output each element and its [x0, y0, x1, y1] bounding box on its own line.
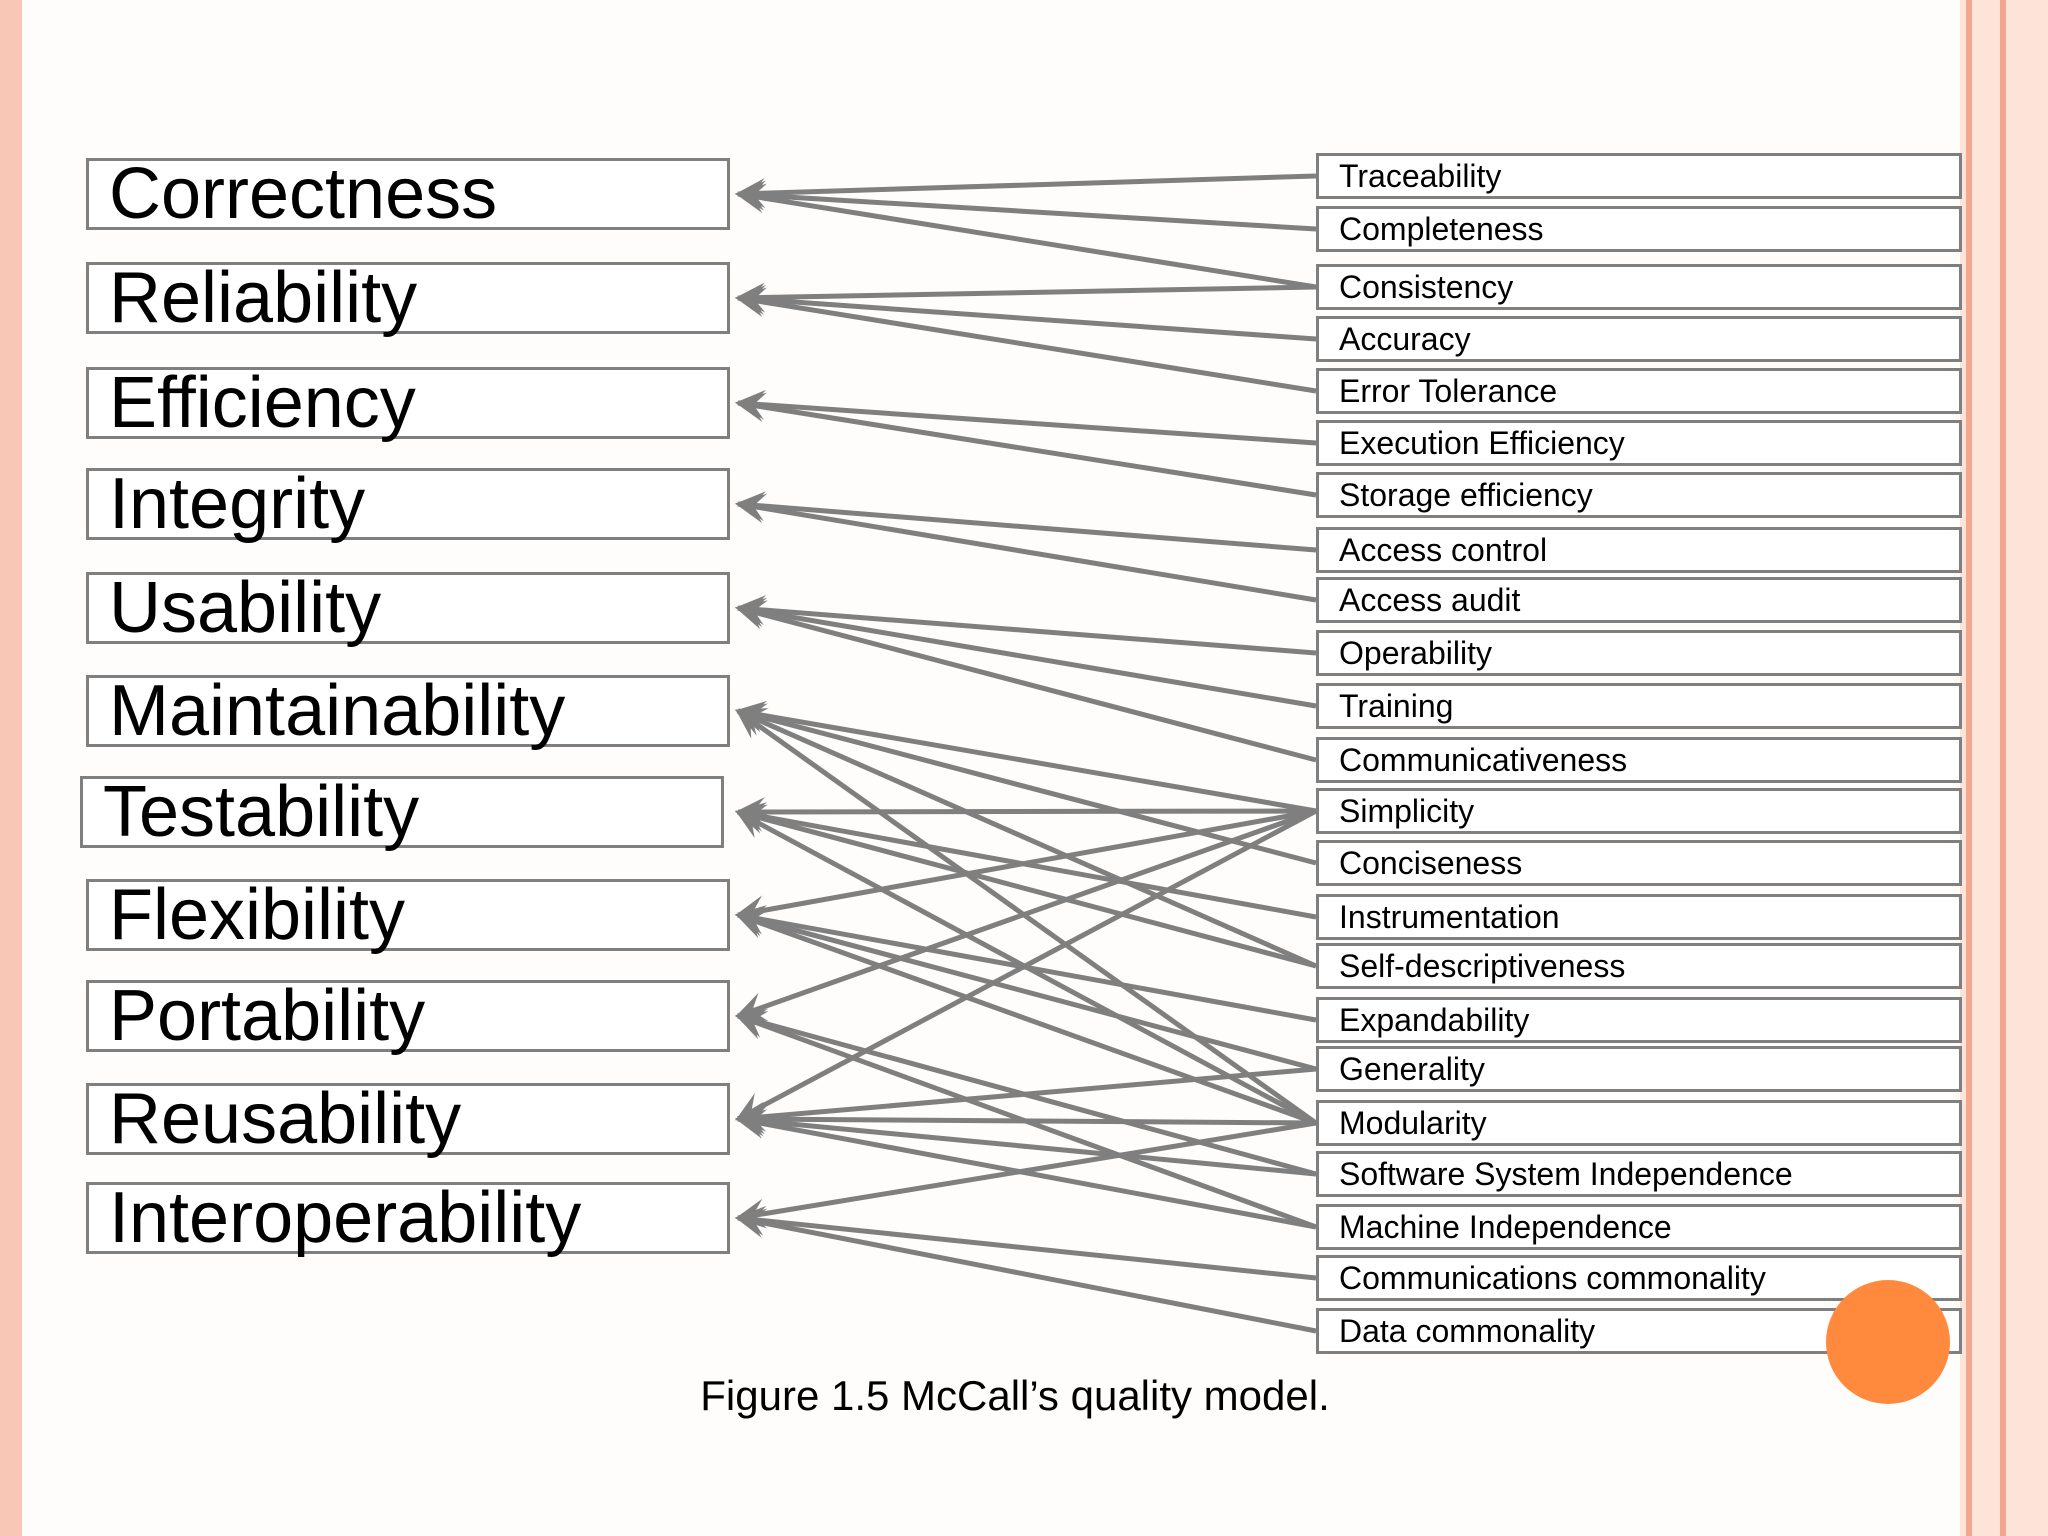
- criterion-box-error-tolerance: Error Tolerance: [1316, 368, 1962, 414]
- link-access-audit-to-integrity: [738, 504, 1316, 600]
- link-completeness-to-correctness: [738, 194, 1316, 229]
- link-consistency-to-correctness: [738, 194, 1316, 287]
- factor-box-usability: Usability: [86, 572, 730, 644]
- factor-box-integrity: Integrity: [86, 468, 730, 540]
- criterion-box-conciseness: Conciseness: [1316, 840, 1962, 886]
- factor-box-portability: Portability: [86, 980, 730, 1052]
- criterion-box-simplicity: Simplicity: [1316, 788, 1962, 834]
- factor-box-maintainability: Maintainability: [86, 675, 730, 747]
- factor-box-reusability: Reusability: [86, 1083, 730, 1155]
- criterion-box-modularity: Modularity: [1316, 1100, 1962, 1146]
- factor-box-correctness: Correctness: [86, 158, 730, 230]
- decorative-orange-dot: [1826, 1280, 1950, 1404]
- criterion-box-data-commonality: Data commonality: [1316, 1308, 1962, 1354]
- link-simplicity-to-testability: [738, 811, 1316, 812]
- criterion-box-software-system-independence: Software System Independence: [1316, 1151, 1962, 1197]
- link-execution-efficiency-to-efficiency: [738, 403, 1316, 443]
- criterion-box-access-audit: Access audit: [1316, 577, 1962, 623]
- link-simplicity-to-portability: [738, 811, 1316, 1016]
- factor-box-reliability: Reliability: [86, 262, 730, 334]
- criterion-box-self-descriptiveness: Self-descriptiveness: [1316, 943, 1962, 989]
- factor-box-testability: Testability: [80, 776, 724, 848]
- link-communications-commonality-to-interoperability: [738, 1218, 1316, 1278]
- link-consistency-to-reliability: [738, 287, 1316, 298]
- criterion-box-training: Training: [1316, 683, 1962, 729]
- criterion-box-machine-independence: Machine Independence: [1316, 1204, 1962, 1250]
- link-error-tolerance-to-reliability: [738, 298, 1316, 391]
- link-simplicity-to-maintainability: [738, 711, 1316, 811]
- criterion-box-communicativeness: Communicativeness: [1316, 737, 1962, 783]
- criterion-box-instrumentation: Instrumentation: [1316, 894, 1962, 940]
- link-data-commonality-to-interoperability: [738, 1218, 1316, 1331]
- criterion-box-consistency: Consistency: [1316, 264, 1962, 310]
- factor-box-flexibility: Flexibility: [86, 879, 730, 951]
- criterion-box-communications-commonality: Communications commonality: [1316, 1255, 1962, 1301]
- criterion-box-operability: Operability: [1316, 630, 1962, 676]
- criterion-box-completeness: Completeness: [1316, 206, 1962, 252]
- link-modularity-to-reusability: [738, 1119, 1316, 1123]
- link-access-control-to-integrity: [738, 504, 1316, 550]
- criterion-box-generality: Generality: [1316, 1046, 1962, 1092]
- link-software-system-independence-to-reusability: [738, 1119, 1316, 1174]
- link-storage-efficiency-to-efficiency: [738, 403, 1316, 495]
- link-traceability-to-correctness: [738, 176, 1316, 194]
- criterion-box-traceability: Traceability: [1316, 153, 1962, 199]
- criterion-box-accuracy: Accuracy: [1316, 316, 1962, 362]
- criterion-box-access-control: Access control: [1316, 527, 1962, 573]
- link-accuracy-to-reliability: [738, 298, 1316, 339]
- figure-caption: Figure 1.5 McCall’s quality model.: [700, 1372, 1330, 1419]
- criterion-box-storage-efficiency: Storage efficiency: [1316, 472, 1962, 518]
- factor-box-interoperability: Interoperability: [86, 1182, 730, 1254]
- criterion-box-expandability: Expandability: [1316, 997, 1962, 1043]
- factor-box-efficiency: Efficiency: [86, 367, 730, 439]
- criterion-box-execution-efficiency: Execution Efficiency: [1316, 420, 1962, 466]
- link-self-descriptiveness-to-testability: [738, 812, 1316, 966]
- link-modularity-to-maintainability: [738, 711, 1316, 1123]
- link-training-to-usability: [738, 608, 1316, 706]
